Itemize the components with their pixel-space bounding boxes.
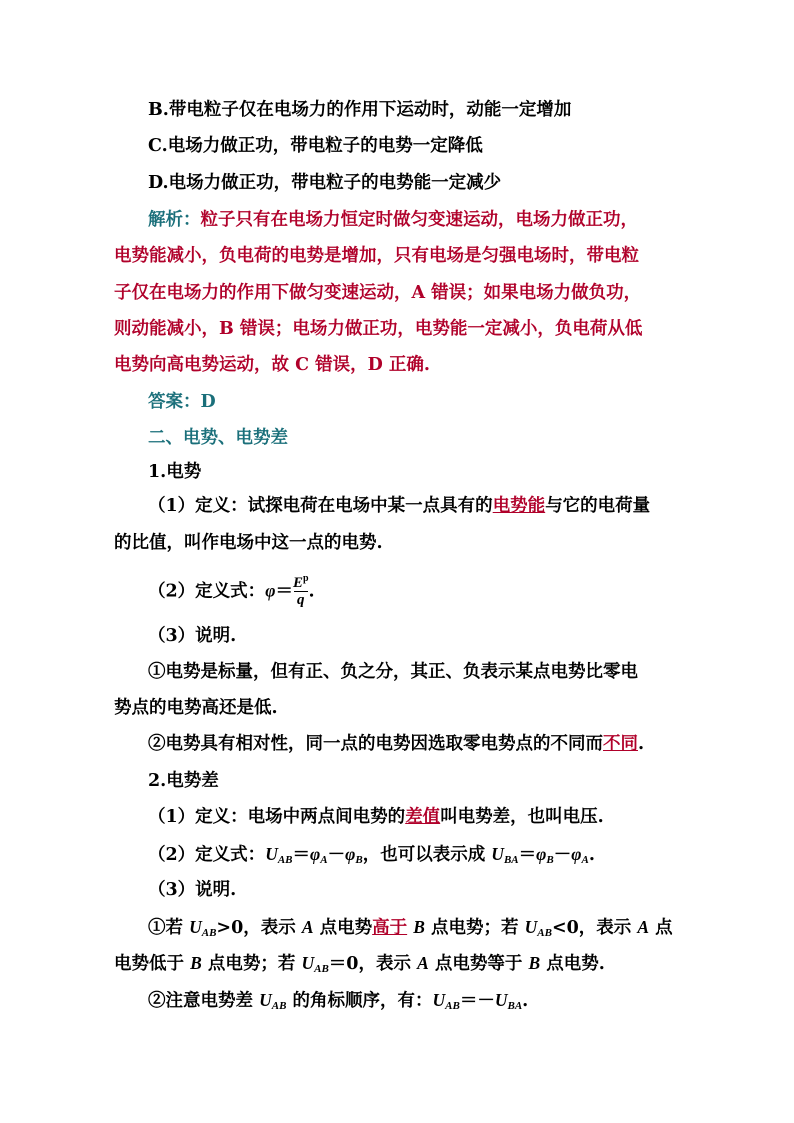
option-d: D.电场力做正功，带电粒子的电势能一定减少 [148,173,502,193]
analysis-line-1: 解析：粒子只有在电场力恒定时做匀变速运动，电场力做正功， [148,210,638,230]
potential-diff-note-1-line-1: ①若 $U_{AB}>0$，表示 A 点电势高于 B 点电势；若 $U_{AB}<0$，表示 A 点 [148,917,673,939]
analysis-line-5: 电势向高电势运动，故 C 错误，D 正确. [114,355,430,375]
potential-definition-line-1: （1）定义：试探电荷在电场中某一点具有的电势能与它的电荷量 [148,496,651,516]
potential-diff-formula: （2）定义式：$U_{AB}=\varphi_A-\varphi_B$，也可以表示成 $U_{BA}=\varphi_B-\varphi_A$. [148,844,595,866]
blank-higher: 高于 [372,918,408,938]
potential-definition-line-2: 的比值，叫作电场中这一点的电势. [114,533,383,553]
blank-difference: 差值 [405,807,441,827]
potential-heading: 1.电势 [148,462,202,482]
answer: 答案：D [148,392,216,412]
section-title: 二、电势、电势差 [148,428,288,448]
blank-potential-energy: 电势能 [492,496,546,516]
analysis-line-4: 则动能减小，B 错误；电场力做正功，电势能一定减小，负电荷从低 [114,319,643,339]
potential-diff-note-heading: （3）说明. [148,880,237,900]
potential-diff-heading: 2.电势差 [148,771,219,791]
analysis-line-3: 子仅在电场力的作用下做匀变速运动，A 错误；如果电场力做负功， [114,283,642,303]
potential-note-heading: （3）说明. [148,626,237,646]
option-c: C.电场力做正功，带电粒子的电势一定降低 [148,136,483,156]
potential-diff-note-1-line-2: 电势低于 B 点电势；若 $U_{AB}=0$，表示 A 点电势等于 B 点电势. [114,953,605,975]
option-b: B.带电粒子仅在电场力的作用下运动时，动能一定增加 [148,100,572,120]
analysis-line-2: 电势能减小，负电荷的电势是增加，只有电场是匀强电场时，带电粒 [114,246,639,266]
potential-diff-note-2: ②注意电势差 $U_{AB}$ 的角标顺序，有：$U_{AB}=-U_{BA}$. [148,990,529,1012]
potential-note-1-line-1: ①电势是标量，但有正、负之分，其正、负表示某点电势比零电 [148,662,638,682]
fraction-ep-over-q: $\frac{E^p}{q}$ [292,573,309,608]
blank-different: 不同 [603,734,638,754]
potential-formula: （2）定义式：φ＝ $\frac{E^p}{q}$ . [148,573,315,608]
potential-note-2: ②电势具有相对性，同一点的电势因选取零电势点的不同而不同. [148,734,645,754]
analysis-label: 解析： [148,210,201,230]
potential-diff-definition: （1）定义：电场中两点间电势的差值叫电势差，也叫电压. [148,807,604,827]
potential-note-1-line-2: 势点的电势高还是低. [114,698,278,718]
